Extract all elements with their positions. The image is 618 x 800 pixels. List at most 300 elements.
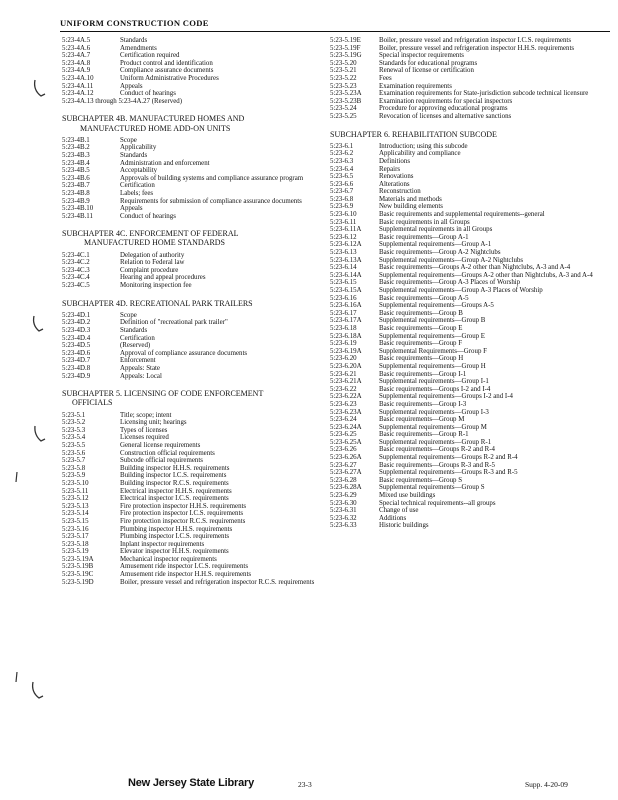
section-title: Fire protection inspector I.C.S. requirements [120, 510, 244, 518]
section-number: 5:23-6.24 [330, 416, 357, 424]
section-title: Mixed use buildings [379, 492, 436, 500]
section-title: Basic requirements—Group A-1 [379, 233, 469, 241]
section-title: Appeals: State [120, 365, 160, 373]
section-title: Complaint procedure [120, 266, 179, 274]
section-number: 5:23-6.25A [330, 438, 362, 446]
section-title: Conduct of hearings [120, 212, 176, 220]
section-title: Examination requirements for State-jurisdiction subcode technical licensure [379, 90, 589, 98]
section-number: 5:23-6.5 [330, 173, 354, 181]
contents-entry [330, 105, 612, 113]
contents-entry [62, 427, 324, 435]
section-number: 5:23-5.16 [62, 525, 89, 533]
section-title: Administration and enforcement [120, 159, 210, 167]
section-number: 5:23-6.17A [330, 317, 362, 325]
section-number: 5:23-6.14 [330, 264, 357, 272]
contents-entry [330, 45, 612, 53]
contents-entry [330, 302, 612, 310]
section-title: Supplemental requirements—Group A-3 Places of Worship [379, 287, 543, 295]
section-number: 5:23-6.10 [330, 211, 357, 219]
section-number: 5:23-6.8 [330, 195, 354, 203]
contents-entry [62, 282, 324, 290]
section-title: Certification [120, 182, 155, 190]
section-title: Basic requirements—Group F [379, 340, 463, 348]
subchapter-4b-heading [62, 114, 324, 132]
section-number: 5:23-5.1 [62, 411, 86, 419]
section-title: Supplemental Requirements—Group F [379, 347, 487, 355]
section-title: Uniform Administrative Procedures [120, 74, 219, 82]
contents-entry [62, 450, 324, 458]
heading-line: MANUFACTURED HOME ADD-ON UNITS [80, 123, 231, 133]
section-title: Supplemental requirements—Group R-1 [379, 438, 492, 446]
margin-mark [12, 670, 22, 684]
contents-entry [330, 333, 612, 341]
section-title: Applicability [120, 144, 157, 152]
section-title: Standards [120, 37, 148, 44]
section-title: Basic requirements—Group A-3 Places of Worship [379, 279, 521, 287]
section-number: 5:23-5.19D [62, 578, 94, 586]
section-title: Basic requirements—Groups R-2 and R-4 [379, 446, 495, 454]
contents-entry [330, 446, 612, 454]
reserved-note: 5:23-4A.13 through 5:23-4A.27 (Reserved) [62, 97, 182, 105]
contents-entry [62, 213, 324, 221]
contents-entry [62, 480, 324, 488]
contents-entry [330, 257, 612, 265]
section-number: 5:23-5.19 [62, 548, 89, 556]
section-number: 5:23-6.16A [330, 302, 362, 310]
contents-entry [62, 198, 324, 206]
contents-entry [62, 488, 324, 496]
section-number: 5:23-6.11 [330, 218, 357, 226]
section-number: 5:23-4A.11 [62, 82, 94, 90]
section-number: 5:23-6.23 [330, 400, 357, 408]
section-title: Building inspector H.H.S. requirements [120, 464, 230, 472]
heading-line: SUBCHAPTER 4B. MANUFACTURED HOMES AND [62, 114, 245, 124]
section-title: General license requirements [120, 441, 201, 449]
contents-entry [330, 477, 612, 485]
section-title: Revocation of licenses and alternative sanctions [379, 112, 512, 120]
contents-entry [330, 75, 612, 83]
section-number: 5:23-4D.8 [62, 365, 91, 373]
section-number: 5:23-4B.3 [62, 151, 90, 159]
section-number: 5:23-5.6 [62, 449, 86, 457]
section-title: Licenses required [120, 434, 169, 442]
contents-entry [330, 317, 612, 325]
contents-entry [330, 492, 612, 500]
section-title: Supplemental requirements—Group A-2 Nightclubs [379, 256, 524, 264]
section-title: Subcode official requirements [120, 457, 203, 465]
section-title: Applicability and compliance [379, 150, 461, 158]
section-number: 5:23-4B.1 [62, 136, 90, 144]
section-number: 5:23-5.19A [62, 555, 94, 563]
section-title: Supplemental requirements—Group A-1 [379, 241, 492, 249]
contents-entry [330, 431, 612, 439]
contents-entry [330, 416, 612, 424]
section-number: 5:23-5.19E [330, 37, 361, 44]
contents-entry [330, 98, 612, 106]
section-title: Appeals: Local [120, 372, 162, 380]
contents-entry [62, 175, 324, 183]
contents-entry [62, 312, 324, 320]
section-title: Mechanical inspector requirements [120, 555, 217, 563]
section-title: Fire protection inspector H.H.S. requirements [120, 502, 247, 510]
section-number: 5:23-6.20A [330, 362, 362, 370]
section-number: 5:23-6.26A [330, 454, 362, 462]
section-number: 5:23-4A.9 [62, 67, 91, 75]
section-title: Plumbing inspector H.H.S. requirements [120, 525, 233, 533]
contents-entry [330, 484, 612, 492]
section-number: 5:23-5.19B [62, 563, 94, 571]
contents-entry [330, 83, 612, 91]
contents-entry [62, 190, 324, 198]
section-title: Licensing unit; hearings [120, 419, 187, 427]
section-number: 5:23-6.7 [330, 188, 354, 196]
section-number: 5:23-4C.2 [62, 259, 90, 267]
margin-mark [32, 422, 48, 446]
section-number: 5:23-6.3 [330, 157, 354, 165]
section-number: 5:23-6.32 [330, 514, 357, 522]
contents-entry [62, 67, 324, 75]
section-title: Basic requirements—Group E [379, 324, 463, 332]
section-title: Construction official requirements [120, 449, 215, 457]
section-number: 5:23-5.13 [62, 502, 89, 510]
contents-entry [62, 526, 324, 534]
section-title: Supplemental requirements—Group S [379, 484, 485, 492]
section-title: Basic requirements—Group B [379, 309, 463, 317]
section-number: 5:23-4B.8 [62, 189, 90, 197]
section-number: 5:23-6.4 [330, 165, 354, 173]
section-number: 5:23-4B.11 [62, 212, 93, 220]
section-number: 5:23-6.28A [330, 484, 362, 492]
running-header: UNIFORM CONSTRUCTION CODE [60, 18, 209, 28]
section-title: Definitions [379, 157, 411, 165]
section-number: 5:23-5.21 [330, 67, 357, 75]
contents-entry [62, 60, 324, 68]
section-number: 5:23-6.2 [330, 150, 354, 158]
section-title: Requirements for submission of compliance assurance documents [120, 197, 302, 205]
section-title: Basic requirements—Groups I-2 and I-4 [379, 385, 491, 393]
section-title: Definition of "recreational park trailer" [120, 319, 228, 327]
section-title: Types of licenses [120, 426, 168, 434]
contents-entry [330, 462, 612, 470]
section-title: Labels; fees [120, 189, 154, 197]
section-title: Renovations [379, 173, 414, 181]
contents-entry [62, 434, 324, 442]
contents-list [62, 312, 324, 380]
section-title: Building inspector I.C.S. requirements [120, 472, 227, 480]
contents-entry [330, 507, 612, 515]
contents-entry [330, 234, 612, 242]
section-number: 5:23-6.27A [330, 469, 362, 477]
contents-entry [330, 348, 612, 356]
section-number: 5:23-4D.2 [62, 319, 91, 327]
contents-entry [62, 259, 324, 267]
heading-line: SUBCHAPTER 4D. RECREATIONAL PARK TRAILERS [62, 298, 253, 308]
contents-entry [330, 340, 612, 348]
subchapter-6-heading [330, 130, 612, 139]
contents-entry [330, 272, 612, 280]
contents-entry [330, 363, 612, 371]
section-number: 5:23-6.15A [330, 287, 362, 295]
section-number: 5:23-6.24A [330, 423, 362, 431]
section-number: 5:23-5.2 [62, 419, 86, 427]
section-title: Supplemental requirements—Groups I-2 and I-4 [379, 393, 513, 401]
section-title: Supplemental requirements—Group I-1 [379, 378, 489, 386]
contents-entry [330, 378, 612, 386]
section-number: 5:23-6.22A [330, 393, 362, 401]
section-title: Monitoring inspection fee [120, 282, 192, 290]
heading-line: MANUFACTURED HOME STANDARDS [84, 238, 225, 248]
contents-entry [330, 143, 612, 151]
section-title: Approval of compliance assurance documents [120, 349, 248, 357]
section-title: Special technical requirements--all groups [379, 499, 496, 507]
header-rule [60, 31, 610, 32]
section-number: 5:23-4D.3 [62, 327, 91, 335]
contents-entry [62, 83, 324, 91]
section-number: 5:23-6.26 [330, 446, 357, 454]
section-number: 5:23-5.18 [62, 540, 89, 548]
section-number: 5:23-6.21A [330, 378, 362, 386]
section-number: 5:23-6.25 [330, 431, 357, 439]
contents-entry [330, 90, 612, 98]
contents-entry [62, 319, 324, 327]
section-title: Alterations [379, 180, 410, 188]
contents-entry [330, 188, 612, 196]
section-title: Conduct of hearings [120, 90, 176, 98]
section-title: Boiler, pressure vessel and refrigeration inspector R.C.S. requirements [120, 578, 315, 586]
contents-entry [330, 409, 612, 417]
contents-list [62, 37, 324, 98]
section-number: 5:23-4A.5 [62, 37, 91, 44]
contents-entry [62, 495, 324, 503]
section-number: 5:23-5.22 [330, 74, 357, 82]
section-number: 5:23-4A.6 [62, 44, 91, 52]
section-number: 5:23-5.19C [62, 571, 94, 579]
section-number: 5:23-5.19F [330, 44, 361, 52]
section-title: Materials and methods [379, 195, 442, 203]
supplement-date: Supp. 4-20-09 [525, 780, 568, 789]
section-number: 5:23-5.10 [62, 479, 89, 487]
heading-line: SUBCHAPTER 4C. ENFORCEMENT OF FEDERAL [62, 229, 239, 239]
library-stamp: New Jersey State Library [128, 777, 255, 789]
heading-line: SUBCHAPTER 5. LICENSING OF CODE ENFORCEMENT [62, 389, 264, 399]
section-number: 5:23-5.17 [62, 533, 89, 541]
contents-entry [62, 472, 324, 480]
contents-entry [330, 355, 612, 363]
section-number: 5:23-6.6 [330, 180, 354, 188]
contents-list [62, 252, 324, 290]
section-title: Supplemental requirements—Groups A-5 [379, 302, 494, 310]
section-title: Basic requirements—Group M [379, 416, 465, 424]
contents-entry [62, 541, 324, 549]
contents-entry [62, 373, 324, 381]
contents-list [62, 412, 324, 587]
contents-entry [62, 419, 324, 427]
contents-entry [62, 457, 324, 465]
contents-entry [330, 371, 612, 379]
contents-entry [330, 522, 612, 530]
contents-entry [62, 160, 324, 168]
contents-entry [330, 249, 612, 257]
section-title: Electrical inspector H.H.S. requirements [120, 487, 232, 495]
contents-entry [330, 219, 612, 227]
contents-entry [330, 401, 612, 409]
section-title: Plumbing inspector I.C.S. requirements [120, 533, 230, 541]
margin-mark [32, 76, 48, 100]
section-number: 5:23-6.9 [330, 203, 354, 211]
section-number: 5:23-6.11A [330, 226, 362, 234]
section-number: 5:23-6.17 [330, 309, 357, 317]
section-title: Fire protection inspector R.C.S. requirements [120, 517, 246, 525]
heading-line: SUBCHAPTER 6. REHABILITATION SUBCODE [330, 129, 497, 139]
section-number: 5:23-5.4 [62, 434, 86, 442]
section-title: Basic requirements—Groups A-2 other than Nightclubs, A-3 and A-4 [379, 264, 571, 272]
section-number: 5:23-6.15 [330, 279, 357, 287]
section-number: 5:23-5.12 [62, 495, 89, 503]
section-title: Boiler, pressure vessel and refrigeration inspector I.C.S. requirements [379, 37, 572, 44]
section-title: Standards [120, 327, 148, 335]
section-number: 5:23-5.23A [330, 90, 362, 98]
contents-entry [62, 137, 324, 145]
section-title: Amusement ride inspector H.H.S. requirements [120, 571, 252, 579]
section-title: Relation to Federal law [120, 259, 185, 267]
section-title: Repairs [379, 165, 401, 173]
contents-entry [62, 342, 324, 350]
contents-entry [62, 518, 324, 526]
section-title: Basic requirements—Group A-5 [379, 294, 469, 302]
section-number: 5:23-4C.4 [62, 274, 90, 282]
section-number: 5:23-6.18 [330, 324, 357, 332]
margin-mark [12, 470, 22, 484]
section-number: 5:23-5.25 [330, 112, 357, 120]
contents-entry [62, 533, 324, 541]
contents-entry [330, 500, 612, 508]
contents-entry [62, 167, 324, 175]
section-title: Certification [120, 334, 155, 342]
section-number: 5:23-6.30 [330, 499, 357, 507]
contents-entry [62, 45, 324, 53]
contents-entry [62, 563, 324, 571]
section-title: Additions [379, 514, 407, 522]
section-title: Supplemental requirements in all Groups [379, 226, 493, 234]
contents-entry [330, 60, 612, 68]
section-title: Basic requirements in all Groups [379, 218, 470, 226]
section-title: Supplemental requirements—Group M [379, 423, 487, 431]
section-title: Elevator inspector H.H.S. requirements [120, 548, 229, 556]
section-number: 5:23-6.33 [330, 522, 357, 530]
section-title: Basic requirements—Group I-3 [379, 400, 467, 408]
section-number: 5:23-6.1 [330, 142, 354, 150]
section-number: 5:23-6.20 [330, 355, 357, 363]
section-title: Reconstruction [379, 188, 421, 196]
section-title: Examination requirements [379, 82, 452, 90]
contents-entry [62, 335, 324, 343]
margin-mark [30, 678, 46, 702]
section-title: Supplemental requirements—Group B [379, 317, 486, 325]
contents-entry [62, 365, 324, 373]
section-title: Basic requirements and supplemental requirements--general [379, 211, 545, 219]
contents-entry [62, 252, 324, 260]
section-number: 5:23-4D.1 [62, 311, 91, 319]
contents-entry [330, 295, 612, 303]
contents-entry [62, 571, 324, 579]
contents-entry [330, 113, 612, 121]
section-number: 5:23-4B.6 [62, 174, 90, 182]
right-column [330, 37, 612, 530]
section-number: 5:23-6.13 [330, 249, 357, 257]
section-title: Appeals [120, 205, 143, 213]
contents-entry [330, 166, 612, 174]
contents-entry [330, 279, 612, 287]
section-title: Basic requirements—Group H [379, 355, 464, 363]
section-number: 5:23-4B.4 [62, 159, 90, 167]
contents-entry [62, 182, 324, 190]
contents-entry [62, 556, 324, 564]
section-number: 5:23-6.31 [330, 507, 357, 515]
section-number: 5:23-4C.5 [62, 282, 90, 290]
section-number: 5:23-6.12 [330, 233, 357, 241]
contents-entry [330, 196, 612, 204]
contents-entry [330, 226, 612, 234]
heading-line: OFFICIALS [72, 398, 113, 408]
contents-entry [330, 439, 612, 447]
contents-entry [330, 211, 612, 219]
section-number: 5:23-4D.6 [62, 349, 91, 357]
contents-entry [62, 350, 324, 358]
section-title: Supplemental requirements—Group I-3 [379, 408, 489, 416]
section-number: 5:23-5.19G [330, 52, 362, 60]
section-number: 5:23-5.5 [62, 441, 86, 449]
section-title: Scope [120, 311, 137, 319]
contents-entry [330, 469, 612, 477]
contents-entry [62, 503, 324, 511]
section-title: Title; scope; intent [120, 411, 172, 419]
contents-entry [330, 454, 612, 462]
section-title: Procedure for approving educational programs [379, 105, 508, 113]
contents-entry [62, 412, 324, 420]
contents-list [330, 37, 612, 121]
contents-entry [62, 52, 324, 60]
section-title: Amusement ride inspector I.C.S. requirements [120, 563, 249, 571]
section-number: 5:23-6.29 [330, 492, 357, 500]
section-title: Scope [120, 136, 137, 144]
margin-mark [31, 312, 47, 336]
section-title: Basic requirements—Group S [379, 476, 463, 484]
contents-entry [330, 264, 612, 272]
section-number: 5:23-5.9 [62, 472, 86, 480]
contents-entry [330, 150, 612, 158]
contents-entry [330, 173, 612, 181]
section-title: Supplemental requirements—Group E [379, 332, 486, 340]
section-title: Historic buildings [379, 522, 429, 530]
section-title: Standards for educational programs [379, 59, 478, 67]
page-number: 23-3 [298, 780, 312, 789]
contents-entry [62, 75, 324, 83]
section-title: New building elements [379, 203, 443, 211]
section-number: 5:23-5.15 [62, 517, 89, 525]
section-number: 5:23-4B.2 [62, 144, 90, 152]
left-column [62, 37, 324, 586]
section-title: Enforcement [120, 357, 156, 365]
section-number: 5:23-6.19 [330, 340, 357, 348]
section-title: Electrical inspector I.C.S. requirements [120, 495, 229, 503]
section-title: Boiler, pressure vessel and refrigeration inspector H.H.S. requirements [379, 44, 575, 52]
section-number: 5:23-4A.8 [62, 59, 91, 67]
section-title: Compliance assurance documents [120, 67, 214, 75]
section-title: Introduction; using this subcode [379, 142, 468, 150]
contents-entry [330, 515, 612, 523]
section-title: Hearing and appeal procedures [120, 274, 206, 282]
section-title: Approvals of building systems and compliance assurance program [120, 174, 304, 182]
